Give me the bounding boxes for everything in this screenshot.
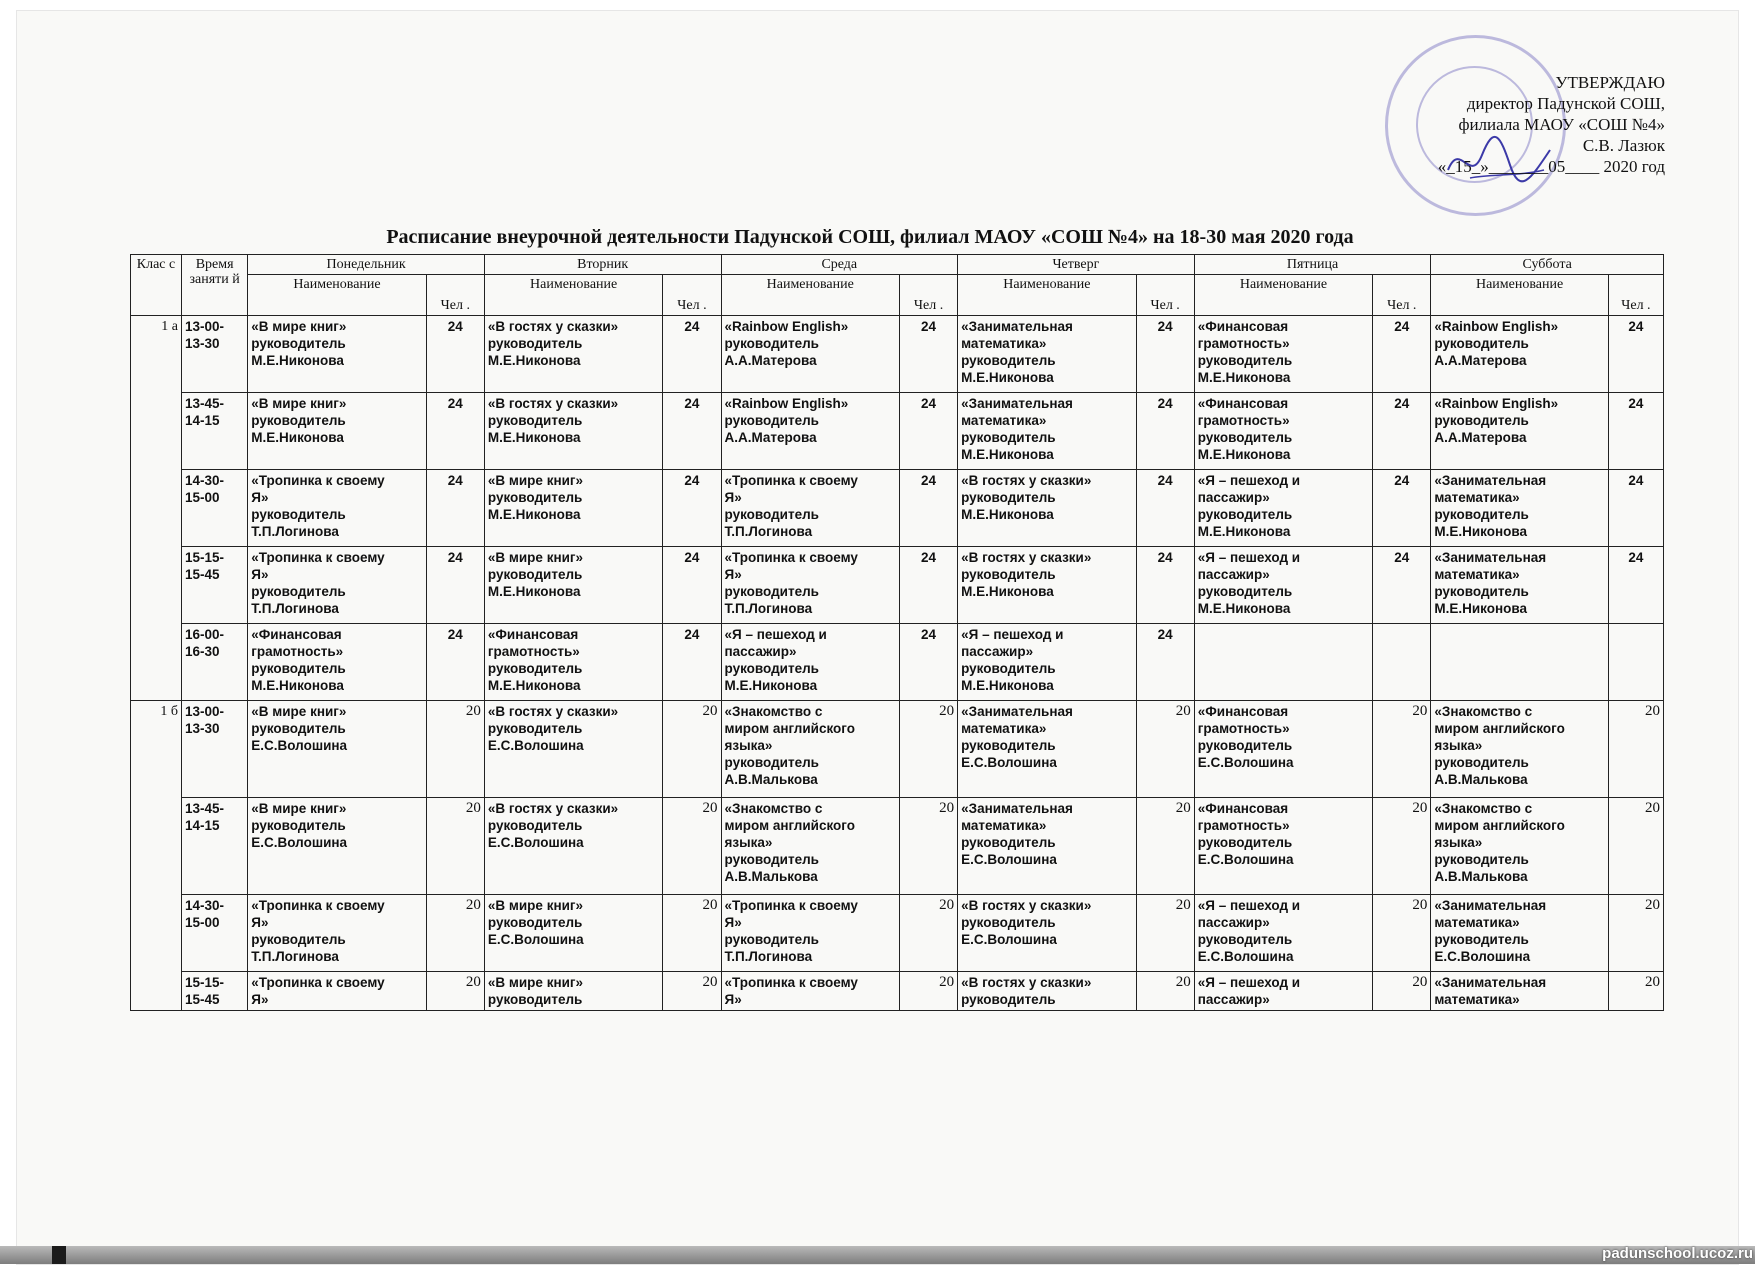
student-count-cell [1608,624,1663,701]
activity-name-cell: «Финансовая грамотность» руководитель М.Е.Никонова [1194,393,1372,470]
activity-name-cell: «В гостях у сказки» руководитель Е.С.Волошина [958,895,1136,972]
student-count-cell: 20 [426,972,484,1011]
activity-name-cell: «Знакомство с миром английского языка» руководитель А.В.Малькова [1431,798,1608,895]
student-count-cell: 24 [663,316,721,393]
activity-name-cell: «В мире книг» руководитель [484,972,662,1011]
name-header: Наименование [248,275,426,316]
class-cell: 1 б [131,701,182,1011]
activity-name-cell: «Знакомство с миром английского языка» руководитель А.В.Малькова [721,701,899,798]
table-row [131,624,1664,701]
approval-position: директор Падунской СОШ, [1466,94,1665,113]
student-count-cell: 20 [1136,972,1194,1011]
activity-name-cell: «Знакомство с миром английского языка» руководитель А.В.Малькова [1431,701,1608,798]
student-count-cell: 20 [1136,895,1194,972]
student-count-cell: 24 [1136,470,1194,547]
name-header: Наименование [721,275,899,316]
student-count-cell: 20 [663,798,721,895]
student-count-cell: 24 [899,393,957,470]
student-count-cell: 24 [1136,547,1194,624]
activity-name-cell [1431,624,1608,701]
activity-name-cell: «В мире книг» руководитель М.Е.Никонова [248,393,426,470]
activity-name-cell: «В мире книг» руководитель М.Е.Никонова [484,547,662,624]
student-count-cell: 24 [1136,316,1194,393]
student-count-cell: 20 [1136,701,1194,798]
column-header-row [131,275,1664,316]
name-header: Наименование [484,275,662,316]
time-cell: 13-45- 14-15 [181,798,247,895]
activity-name-cell: «В гостях у сказки» руководитель М.Е.Никонова [484,316,662,393]
count-header: Чел . [1373,275,1431,316]
student-count-cell: 24 [899,470,957,547]
activity-name-cell: «В гостях у сказки» руководитель [958,972,1136,1011]
scanner-edge-mark [52,1246,66,1264]
class-header: Клас с [131,255,182,316]
activity-name-cell: «Финансовая грамотность» руководитель М.Е.Никонова [248,624,426,701]
activity-name-cell: «Занимательная математика» руководитель М.Е.Никонова [1431,470,1608,547]
student-count-cell: 20 [1608,798,1663,895]
time-cell: 14-30- 15-00 [181,470,247,547]
student-count-cell: 20 [1608,701,1663,798]
activity-name-cell: «Тропинка к своему Я» [248,972,426,1011]
student-count-cell: 20 [1373,895,1431,972]
student-count-cell: 24 [426,316,484,393]
activity-name-cell: «В мире книг» руководитель М.Е.Никонова [248,316,426,393]
student-count-cell: 20 [426,798,484,895]
student-count-cell: 20 [899,701,957,798]
student-count-cell: 24 [426,470,484,547]
student-count-cell: 20 [899,895,957,972]
student-count-cell [1373,624,1431,701]
activity-name-cell: «Я – пешеход и пассажир» руководитель М.Е.Никонова [721,624,899,701]
activity-name-cell: «Занимательная математика» руководитель Е.С.Волошина [958,701,1136,798]
schedule-table [130,254,1664,1011]
activity-name-cell: «Занимательная математика» руководитель Е.С.Волошина [1431,895,1608,972]
student-count-cell: 24 [663,547,721,624]
activity-name-cell: «Финансовая грамотность» руководитель Е.С.Волошина [1194,798,1372,895]
time-cell: 14-30- 15-00 [181,895,247,972]
activity-name-cell: «В мире книг» руководитель Е.С.Волошина [484,895,662,972]
activity-name-cell: «В гостях у сказки» руководитель М.Е.Никонова [484,393,662,470]
student-count-cell: 24 [899,316,957,393]
activity-name-cell: «Тропинка к своему Я» руководитель Т.П.Логинова [248,547,426,624]
time-cell: 15-15- 15-45 [181,547,247,624]
student-count-cell: 24 [1608,393,1663,470]
activity-name-cell: «Тропинка к своему Я» [721,972,899,1011]
class-cell: 1 а [131,316,182,701]
name-header: Наименование [1431,275,1608,316]
name-header: Наименование [958,275,1136,316]
schedule-body [131,316,1664,1011]
student-count-cell: 20 [1608,972,1663,1011]
activity-name-cell: «Тропинка к своему Я» руководитель Т.П.Логинова [248,470,426,547]
activity-name-cell: «Финансовая грамотность» руководитель Е.С.Волошина [1194,701,1372,798]
table-row [131,972,1664,1011]
student-count-cell: 20 [663,972,721,1011]
student-count-cell: 20 [426,895,484,972]
activity-name-cell: «Я – пешеход и пассажир» [1194,972,1372,1011]
activity-name-cell: «Финансовая грамотность» руководитель М.Е.Никонова [484,624,662,701]
student-count-cell: 24 [663,393,721,470]
student-count-cell: 20 [1373,701,1431,798]
activity-name-cell: «Занимательная математика» руководитель М.Е.Никонова [958,316,1136,393]
student-count-cell: 24 [899,547,957,624]
activity-name-cell: «В гостях у сказки» руководитель М.Е.Никонова [958,470,1136,547]
activity-name-cell: «Тропинка к своему Я» руководитель Т.П.Логинова [721,895,899,972]
day-header: Пятница [1194,255,1431,275]
student-count-cell: 24 [1373,393,1431,470]
student-count-cell: 20 [663,895,721,972]
student-count-cell: 20 [899,972,957,1011]
name-header: Наименование [1194,275,1372,316]
activity-name-cell: «Тропинка к своему Я» руководитель Т.П.Логинова [721,470,899,547]
table-row [131,895,1664,972]
student-count-cell: 24 [1608,470,1663,547]
activity-name-cell: «В гостях у сказки» руководитель Е.С.Волошина [484,798,662,895]
student-count-cell: 24 [663,624,721,701]
approval-date: «_15_»_______05____ 2020 год [1437,157,1665,176]
activity-name-cell: «Занимательная математика» [1431,972,1608,1011]
activity-name-cell: «Знакомство с миром английского языка» руководитель А.В.Малькова [721,798,899,895]
student-count-cell: 20 [899,798,957,895]
approval-branch: филиала МАОУ «СОШ №4» [1458,115,1665,134]
table-row [131,393,1664,470]
student-count-cell: 20 [1136,798,1194,895]
approval-name: С.В. Лазюк [1582,136,1665,155]
table-row [131,470,1664,547]
activity-name-cell: «Тропинка к своему Я» руководитель Т.П.Логинова [721,547,899,624]
student-count-cell: 24 [663,470,721,547]
watermark: padunschool.ucoz.ru [1602,1245,1753,1262]
student-count-cell: 24 [1608,547,1663,624]
time-cell: 13-00- 13-30 [181,316,247,393]
activity-name-cell: «Rainbow English» руководитель А.А.Матерова [721,316,899,393]
student-count-cell: 20 [1608,895,1663,972]
student-count-cell: 24 [1136,393,1194,470]
table-row [131,701,1664,798]
activity-name-cell: «Тропинка к своему Я» руководитель Т.П.Логинова [248,895,426,972]
activity-name-cell: «Я – пешеход и пассажир» руководитель Е.С.Волошина [1194,895,1372,972]
activity-name-cell: «Rainbow English» руководитель А.А.Матерова [1431,393,1608,470]
table-row [131,798,1664,895]
student-count-cell: 20 [426,701,484,798]
time-cell: 16-00- 16-30 [181,624,247,701]
day-header-row [131,255,1664,275]
activity-name-cell: «Я – пешеход и пассажир» руководитель М.Е.Никонова [958,624,1136,701]
time-cell: 15-15- 15-45 [181,972,247,1011]
approval-heading: УТВЕРЖДАЮ [1555,73,1665,92]
student-count-cell: 24 [1136,624,1194,701]
student-count-cell: 24 [899,624,957,701]
scanner-edge [0,1246,1755,1264]
activity-name-cell: «Я – пешеход и пассажир» руководитель М.Е.Никонова [1194,547,1372,624]
day-header: Понедельник [248,255,485,275]
time-cell: 13-00- 13-30 [181,701,247,798]
day-header: Вторник [484,255,721,275]
day-header: Четверг [958,255,1195,275]
count-header: Чел . [663,275,721,316]
count-header: Чел . [426,275,484,316]
activity-name-cell: «В мире книг» руководитель Е.С.Волошина [248,798,426,895]
day-header: Суббота [1431,255,1664,275]
student-count-cell: 20 [1373,972,1431,1011]
student-count-cell: 24 [1373,547,1431,624]
student-count-cell: 24 [1373,470,1431,547]
table-row [131,316,1664,393]
table-row [131,547,1664,624]
activity-name-cell: «В гостях у сказки» руководитель Е.С.Волошина [484,701,662,798]
approval-block [1365,72,1665,177]
activity-name-cell: «В мире книг» руководитель Е.С.Волошина [248,701,426,798]
time-header: Время заняти й [181,255,247,316]
student-count-cell: 20 [1373,798,1431,895]
activity-name-cell: «Rainbow English» руководитель А.А.Матерова [1431,316,1608,393]
student-count-cell: 24 [1373,316,1431,393]
activity-name-cell [1194,624,1372,701]
activity-name-cell: «Занимательная математика» руководитель М.Е.Никонова [958,393,1136,470]
activity-name-cell: «Финансовая грамотность» руководитель М.Е.Никонова [1194,316,1372,393]
count-header: Чел . [1608,275,1663,316]
activity-name-cell: «Занимательная математика» руководитель М.Е.Никонова [1431,547,1608,624]
activity-name-cell: «Я – пешеход и пассажир» руководитель М.Е.Никонова [1194,470,1372,547]
count-header: Чел . [1136,275,1194,316]
time-cell: 13-45- 14-15 [181,393,247,470]
student-count-cell: 24 [426,624,484,701]
student-count-cell: 20 [663,701,721,798]
student-count-cell: 24 [426,393,484,470]
page-title: Расписание внеурочной деятельности Падунской СОШ, филиал МАОУ «СОШ №4» на 18-30 мая 2020 года [386,226,1354,248]
count-header: Чел . [899,275,957,316]
activity-name-cell: «В гостях у сказки» руководитель М.Е.Никонова [958,547,1136,624]
activity-name-cell: «Rainbow English» руководитель А.А.Матерова [721,393,899,470]
activity-name-cell: «В мире книг» руководитель М.Е.Никонова [484,470,662,547]
student-count-cell: 24 [1608,316,1663,393]
activity-name-cell: «Занимательная математика» руководитель Е.С.Волошина [958,798,1136,895]
student-count-cell: 24 [426,547,484,624]
day-header: Среда [721,255,958,275]
